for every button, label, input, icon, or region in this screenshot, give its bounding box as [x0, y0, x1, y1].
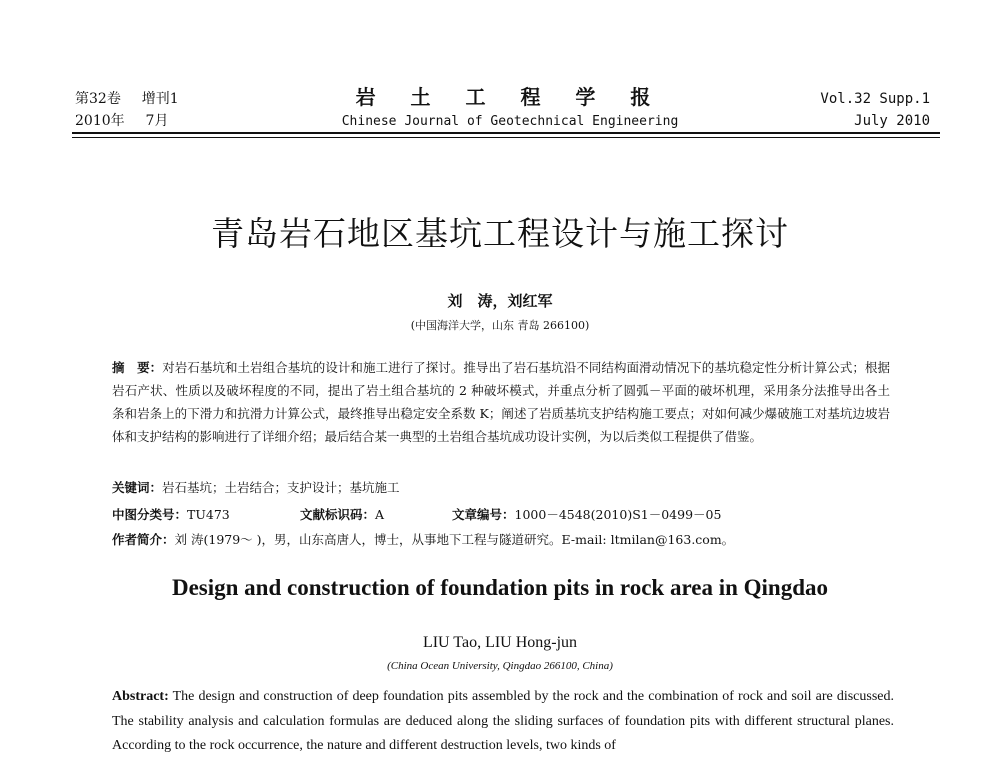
abstract-label-en: Abstract: — [112, 689, 169, 704]
abstract-label-cn: 摘 要： — [112, 360, 163, 375]
abstract-cn — [112, 356, 890, 448]
journal-title-block — [300, 84, 720, 132]
date-en: July 2010 — [854, 113, 930, 129]
keywords-label-cn: 关键词： — [112, 480, 163, 495]
bio-text: 刘 涛(1979～ )，男，山东高唐人，博士，从事地下工程与隧道研究。E-mail: ltmilan@163.com。 — [174, 532, 735, 547]
journal-name-cn: 岩 土 工 程 学 报 — [355, 85, 665, 109]
clc-label: 中图分类号： — [112, 507, 188, 522]
volume-en: Vol.32 Supp.1 — [820, 91, 930, 107]
abstract-en — [112, 685, 894, 759]
journal-volume-info — [820, 88, 930, 132]
journal-name-en: Chinese Journal of Geotechnical Engineering — [341, 114, 679, 129]
doc-code-label: 文献标识码： — [300, 507, 376, 522]
article-title-en: Design and construction of foundation pits in rock area in Qingdao — [171, 575, 829, 600]
classification-line — [112, 505, 721, 523]
affiliation-en: (China Ocean University, Qingdao 266100, China) — [387, 660, 613, 672]
header-rule-thick — [72, 132, 940, 134]
clc-value: TU473 — [187, 507, 230, 522]
authors-cn: 刘 涛，刘红军 — [447, 292, 553, 310]
abstract-text-cn: 对岩石基坑和土岩组合基坑的设计和施工进行了探讨。推导出了岩石基坑沿不同结构面滑动情况下的基坑稳定性分析计算公式；根据岩石产状、性质以及破坏程度的不同，提出了岩土组合基坑的 2 种破坏模式，并重点分析了圆弧－平面的破坏机理，采用条分法推导出各土条和岩条上的下滑力和抗滑力计算公式，最终推导出稳定安全系数 K；阐述了岩质基坑支护结构施工要点；对如何减少爆破施工对基坑边坡岩体和支护结构的影响进行了详细介绍；最后结合某一典型的土岩组合基坑成功设计实例，为以后类似工程提供了借鉴。 — [112, 360, 890, 444]
author-bio — [112, 530, 902, 548]
bio-label: 作者简介： — [112, 532, 175, 547]
affiliation-cn: (中国海洋大学，山东 青岛 266100) — [410, 319, 590, 332]
journal-issue-info — [75, 88, 179, 132]
article-no-label: 文章编号： — [452, 507, 515, 522]
issue-cn: 增刊1 — [141, 91, 179, 107]
keywords-cn — [112, 478, 400, 496]
month-cn: 7月 — [145, 113, 169, 129]
keywords-text-cn: 岩石基坑；土岩结合；支护设计；基坑施工 — [162, 480, 400, 495]
year-cn: 2010年 — [75, 113, 125, 129]
doc-code-value: A — [375, 507, 385, 522]
article-no-value: 1000－4548(2010)S1－0499－05 — [514, 507, 722, 522]
authors-en: LIU Tao, LIU Hong-jun — [422, 634, 578, 651]
article-title-cn: 青岛岩石地区基坑工程设计与施工探讨 — [211, 214, 789, 253]
abstract-text-en: The design and construction of deep foundation pits assembled by the rock and the combination of rock and soil are discussed. The stability analysis and calculation formulas are deduced along the sliding surfaces of foundation pits with different structural planes. According to the rock occurrence, the nature and different destruction levels, two kinds of — [112, 689, 894, 753]
header-rule-thin — [72, 137, 940, 138]
volume-cn: 第32卷 — [75, 91, 121, 107]
